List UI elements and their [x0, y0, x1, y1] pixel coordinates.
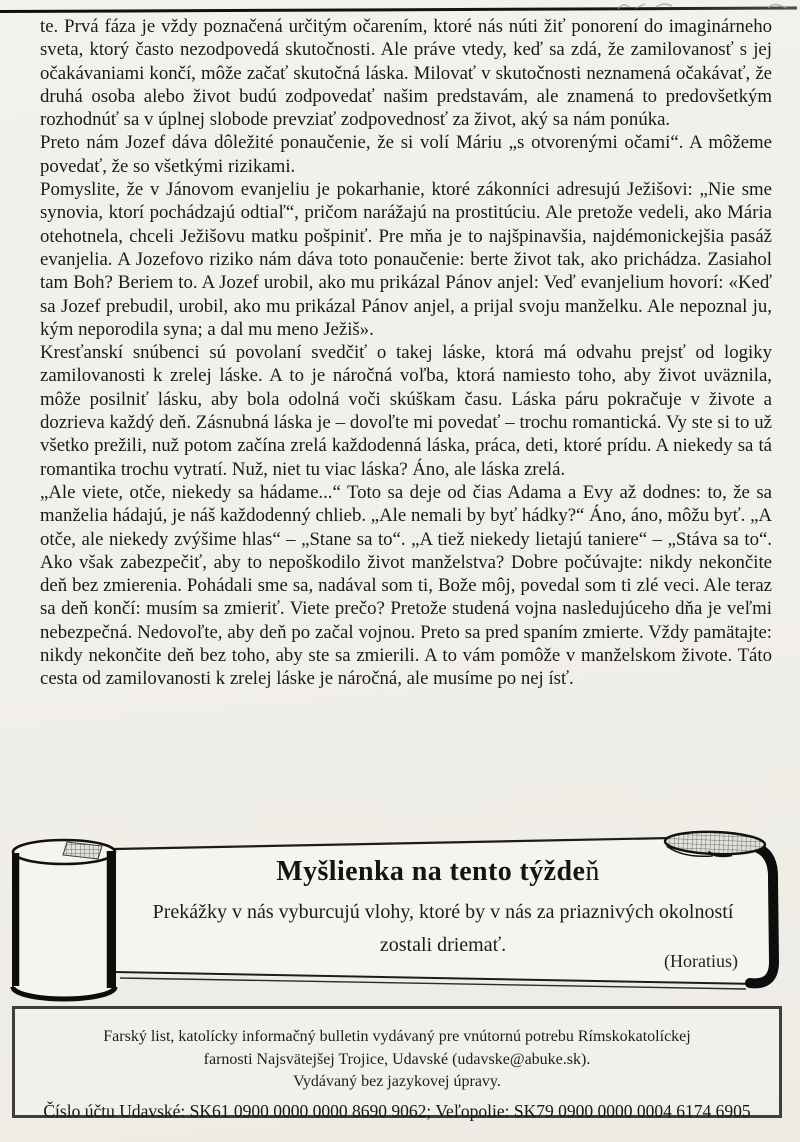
paragraph-5: „Ale viete, otče, niekedy sa hádame...“ Toto sa deje od čias Adama a Evy až dodnes: to, že sa manželia hádajú, je náš každodenný chlieb. „Ale nemali by byť hádky?“ Áno, áno, môžu byť. „A otče, ale niekedy zvýšime hlas“ – „Stane sa to“. „A tiež niekedy lietajú taniere“ – „Stáva sa to“. Ako však zabezpečiť, aby to nepoškodilo život manželstva? Dobre počúvajte: nikdy nekončite deň bez zmierenia. Pohádali sme sa, nadával som ti, Bože môj, povedal som ti zlé veci. Ale teraz sa deň končí: musím sa zmieriť. Viete prečo? Pretože studená vojna nasledujúceho dňa je veľmi nebezpečná. Nedovoľte, aby deň po začal vojnou. Preto sa pred spaním zmierte. Vždy pamätajte: nikdy nekončite deň bez toho, aby ste sa zmierili. A to vám pomôže v manželskom živote. Táto cesta od zamilovanosti k zrelej láske je náročná, ale musíme po nej ísť.	[40, 481, 772, 690]
banner-title-main: Myšlienka na tento týžde	[276, 856, 586, 887]
imprint-publisher-line-1: Farský list, katolícky informačný bulletin vydávaný pre vnútornú potrebu Rímskokatolíckej	[103, 1028, 691, 1045]
paragraph-4: Kresťanskí snúbenci sú povolaní svedčiť o takej láske, ktorá má odvahu prejsť od logiky zamilovanosti k zrelej láske. A to je náročná voľba, ktorá namiesto toho, aby život uväznila, môže posilniť lásku, aby bola odolná voči skúškam času. Láska páru pokračuje v živote a dozrieva každý deň. Zásnubná láska je – dovoľte mi povedať – trochu romantická. Vy ste si to už všetko prežili, nuž potom začína zrelá každodenná láska, práca, deti, ktoré prídu. A niekedy sa tá romantika trochu vytratí. Nuž, niet tu viac láska? Áno, ale láska zrelá.	[40, 342, 772, 480]
scroll-right-roll	[665, 830, 766, 856]
article-text	[40, 15, 772, 815]
pen-smudge-marks	[608, 0, 798, 14]
imprint-account-numbers: Číslo účtu Udavské: SK61 0900 0000 0000 8690 9062; Veľopolie: SK79 0900 0000 0004 6174 6905	[43, 1100, 751, 1121]
thought-of-week-banner	[8, 822, 792, 1002]
banner-quote-line-2: zostali driemať.	[379, 934, 507, 956]
banner-title	[138, 856, 738, 888]
paragraph-3: Pomyslite, že v Jánovom evanjeliu je pokarhanie, ktoré zákonníci adresujú Ježišovi: „Nie sme synovia, ktorí pochádzajú odtiaľ“, pričom narážajú na prostitúciu. Ale pretože vedeli, ako Mária otehotnela, chceli Ježišovu matku pošpiniť. Pre mňa je to najšpinavšia, najdémonickejšia pasáž evanjelia. A Jozefovo riziko nám dáva toto ponaučenie: berte život tak, ako prichádza. Zasiahol tam Boh? Beriem to. A Jozef urobil, ako mu prikázal Pánov anjel: Veď evanjelium hovorí: «Keď sa Jozef prebudil, urobil, ako mu prikázal Pánov anjel, a prijal svoju manželku. Ale nepoznal ju, kým neporodila syna; a dal mu meno Ježiš».	[40, 179, 772, 340]
imprint-note: Vydávaný bez jazykovej úpravy.	[293, 1073, 501, 1090]
banner-title-tail: ň	[585, 856, 600, 887]
scroll-left-roll	[13, 840, 115, 999]
banner-attribution: (Horatius)	[664, 951, 738, 971]
paragraph-2: Preto nám Jozef dáva dôležité ponaučenie, že si volí Máriu „s otvorenými očami“. A môžeme povedať, že so všetkými rizikami.	[40, 132, 772, 177]
imprint-box	[12, 1006, 782, 1121]
paragraph-1: te. Prvá fáza je vždy poznačená určitým očarením, ktoré nás núti žiť ponorení do imaginárneho sveta, ktorý často nezodpovedá skutočnosti. Ale práve vtedy, keď sa zdá, že zamilovanosť s jej očakávaniami končí, môže začať skutočná láska. Milovať v skutočnosti neznamená očakávať, že druhá osoba alebo život budú zodpovedať našim predstavám, ale znamená to predovšetkým rozhodnúť sa v úplnej slobode prevziať zodpovednosť za život, aký sa nám ponúka.	[40, 16, 772, 131]
banner-quote-line-1: Prekážky v nás vyburcujú vlohy, ktoré by v nás za priaznivých okolností	[152, 901, 734, 923]
imprint-publisher-line-2: farnosti Najsvätejšej Trojice, Udavské (udavske@abuke.sk).	[203, 1050, 591, 1068]
